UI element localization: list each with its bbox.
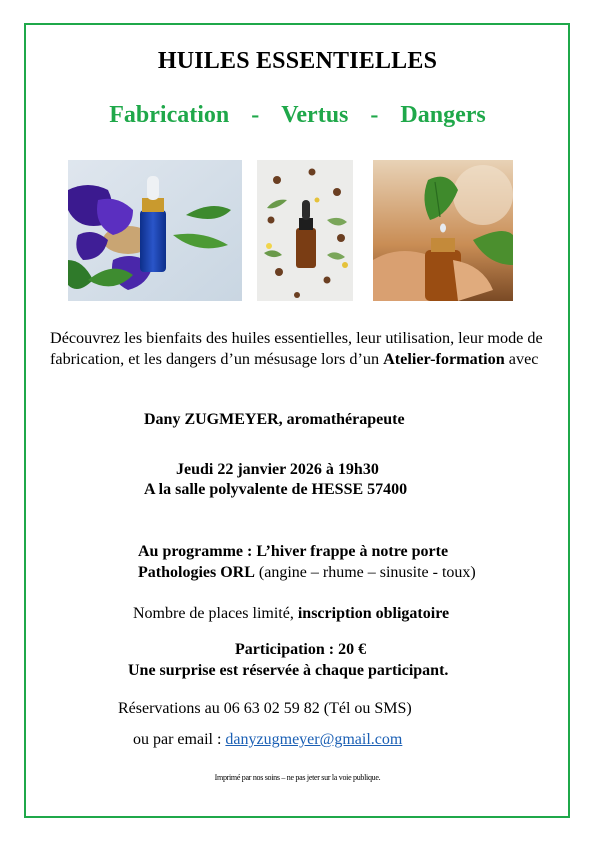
email-link[interactable]: danyzugmeyer@gmail.com [225,731,403,748]
program-topics [138,564,476,582]
intro-text: Découvrez les bienfaits des huiles essentielles, leur utilisation, leur mode de fabrication, et les dangers d’un mésusage lors d’un [50,329,543,368]
subtitle-separator: - [251,102,260,128]
program-topic-bold: Pathologies ORL [138,564,255,581]
subtitle-separator: - [370,102,379,128]
participation-price: Participation : 20 € [235,641,367,658]
subtitle-dangers: Dangers [400,102,486,128]
email-label: ou par email : [133,731,226,748]
event-place: A la salle polyvalente de HESSE 57400 [144,481,408,498]
footer-note: Imprimé par nos soins – ne pas jeter sur la voie publique. [214,773,381,782]
subtitle [0,102,595,129]
dropper-bottle-flatlay-photo [257,160,353,301]
flowers-oil-bottle-photo [68,160,242,301]
program-topic-list: (angine – rhume – sinusite - toux) [254,564,476,581]
page-title: HUILES ESSENTIELLES [157,48,438,74]
places-bold: inscription obligatoire [297,605,450,622]
intro-bold: Atelier-formation [383,350,505,368]
intro-paragraph [50,328,550,370]
intro-text-end: avec [504,350,539,368]
subtitle-vertus: Vertus [281,102,349,128]
places-text: Nombre de places limité, [133,605,298,622]
speaker: Dany ZUGMEYER, aromathérapeute [144,411,405,428]
reservation-email [133,731,402,749]
oil-drop-leaf-photo [373,160,513,301]
subtitle-fabrication: Fabrication [109,102,230,128]
program-title: Au programme : L’hiver frappe à notre porte [138,543,449,560]
reservation-phone: Réservations au 06 63 02 59 82 (Tél ou SMS) [118,700,412,717]
places-info [133,605,449,623]
surprise-note: Une surprise est réservée à chaque participant. [128,662,449,679]
event-date: Jeudi 22 janvier 2026 à 19h30 [176,461,379,478]
